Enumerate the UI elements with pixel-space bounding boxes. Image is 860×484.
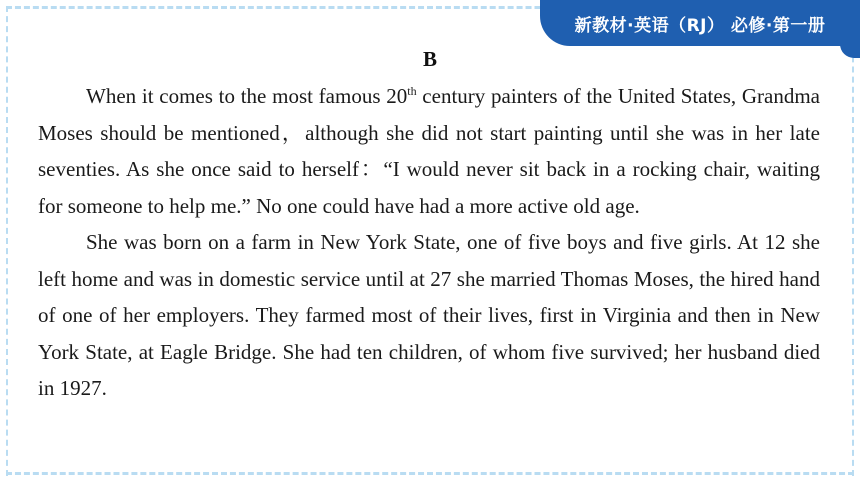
paragraph-1-rest: century painters of the United States, Grandma Moses should be mentioned，although she did not start painting until she was in her late seventies. As she once said to herself：“I would never sit back in a rocking chair, waiting for someone to help me.” No one could have had a more active old age. bbox=[38, 84, 820, 218]
reading-passage bbox=[38, 78, 820, 407]
right-border bbox=[852, 6, 854, 476]
left-border bbox=[6, 6, 8, 476]
badge-label: 新教材·英语（RJ） 必修·第一册 bbox=[574, 15, 826, 36]
paragraph-2: She was born on a farm in New York State, one of five boys and five girls. At 12 she left home and was in domestic service until at 27 she married Thomas Moses, the hired hand of one of her employers. They farmed most of their lives, first in Virginia and then in New York State, at Eagle Bridge. She had ten children, of whom five survived; her husband died in 1927. bbox=[38, 230, 820, 400]
paragraph-1-start: When it comes to the most famous 20 bbox=[86, 84, 408, 108]
section-heading: B bbox=[422, 47, 437, 71]
textbook-badge bbox=[540, 0, 860, 46]
bottom-border bbox=[6, 472, 854, 475]
ordinal-superscript: th bbox=[407, 84, 417, 98]
paragraph-1 bbox=[38, 78, 820, 224]
